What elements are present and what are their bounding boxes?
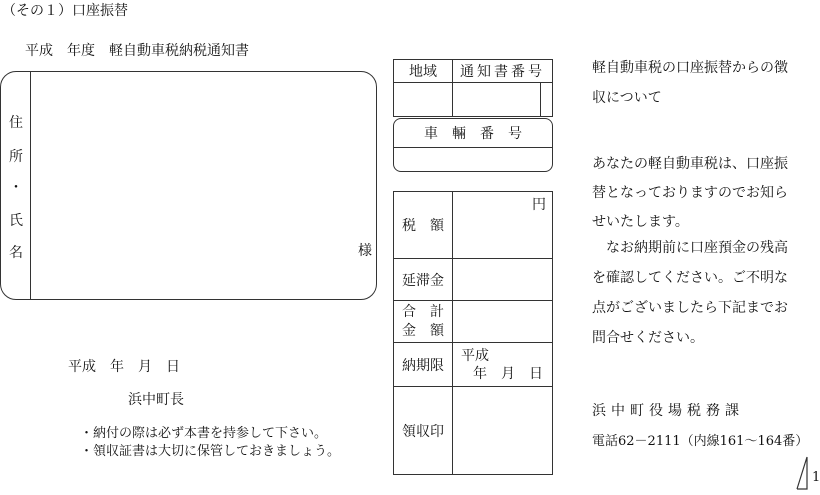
late-fee-label: 延滞金 bbox=[394, 259, 453, 301]
vehicle-number-value bbox=[394, 148, 552, 172]
receipt-stamp-value bbox=[453, 387, 553, 475]
issue-date: 平成 年 月 日 bbox=[68, 359, 180, 375]
note-2: ・領収証書は大切に保管しておきましょう。 bbox=[80, 444, 341, 459]
notice-heading-1: 軽自動車税の口座振替からの徴 bbox=[592, 60, 788, 76]
notice-heading-2: 収について bbox=[592, 90, 662, 106]
total-label-line1: 合 計 bbox=[402, 303, 444, 320]
label-char-1: 住 bbox=[9, 115, 23, 131]
notice-line-6: 点がございましたら下記までお bbox=[592, 300, 788, 316]
address-name-box bbox=[0, 71, 377, 300]
notice-line-4: なお納期前に口座預金の残高 bbox=[592, 240, 788, 256]
form-label: （その１）口座振替 bbox=[2, 3, 128, 19]
tax-amount-value bbox=[453, 192, 553, 259]
notice-title: 平成 年度 軽自動車税納税通知書 bbox=[25, 43, 249, 59]
box-divider bbox=[30, 72, 31, 299]
vehicle-number-header: 車 輛 番 号 bbox=[394, 119, 552, 148]
notice-number-value bbox=[453, 83, 541, 117]
region-header: 地域 bbox=[394, 60, 453, 83]
late-fee-value bbox=[453, 259, 553, 301]
total-label-line2: 金 額 bbox=[402, 322, 444, 339]
label-char-5: 名 bbox=[9, 245, 23, 261]
page-corner-mark bbox=[796, 456, 808, 490]
tax-amount-label: 税 額 bbox=[394, 192, 453, 259]
notice-number-header: 通知書番号 bbox=[453, 60, 553, 83]
issuer: 浜中町長 bbox=[128, 392, 184, 408]
total-amount-value bbox=[453, 301, 553, 343]
region-notice-table bbox=[393, 59, 553, 117]
due-date-label: 納期限 bbox=[394, 343, 453, 387]
notice-line-2: 替となっておりますのでお知ら bbox=[592, 185, 788, 201]
total-amount-label bbox=[394, 301, 453, 343]
honorific: 様 bbox=[358, 243, 372, 259]
receipt-stamp-label: 領収印 bbox=[394, 387, 453, 475]
page-number: 1 bbox=[812, 470, 820, 485]
yen-unit: 円 bbox=[532, 197, 546, 213]
notice-line-5: を確認してください。ご不明な bbox=[592, 270, 788, 286]
note-1: ・納付の際は必ず本書を持参して下さい。 bbox=[80, 426, 328, 441]
due-date-value bbox=[453, 343, 553, 387]
notice-line-7: 問合せください。 bbox=[592, 330, 704, 346]
label-char-2: 所 bbox=[9, 149, 23, 165]
due-date-era: 平成 bbox=[461, 347, 489, 364]
region-value bbox=[394, 83, 453, 117]
notice-line-1: あなたの軽自動車税は、口座振 bbox=[592, 156, 788, 172]
label-char-4: 氏 bbox=[9, 213, 23, 229]
label-char-3: ・ bbox=[9, 180, 23, 196]
tax-table bbox=[393, 191, 553, 475]
vehicle-number-box bbox=[393, 118, 553, 172]
phone-number: 電話62－2111（内線161～164番） bbox=[592, 434, 809, 449]
notice-line-3: せいたします。 bbox=[592, 214, 689, 230]
tax-department: 浜中町役場税務課 bbox=[592, 403, 744, 419]
notice-number-check bbox=[541, 83, 553, 117]
due-date-ymd: 年 月 日 bbox=[473, 365, 543, 382]
